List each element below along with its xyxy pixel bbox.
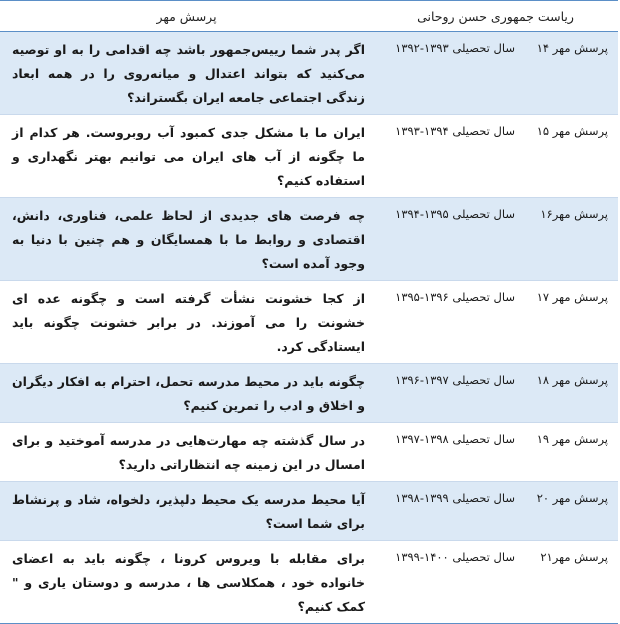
row-academic-year: سال تحصیلی ۱۳۹۸-۱۳۹۷ — [395, 432, 516, 446]
row-academic-year: سال تحصیلی ۱۳۹۹-۱۳۹۸ — [373, 482, 523, 541]
table-row — [0, 32, 618, 115]
row-question: آیا محیط مدرسه یک محیط دلپذیر، دلخواه، شاد و پرنشاط برای شما است؟ — [0, 482, 373, 541]
row-question: چگونه باید در محیط مدرسه تحمل، احترام به افکار دیگران و اخلاق و ادب را تمرین کنیم؟ — [0, 364, 373, 423]
table-row — [0, 541, 618, 624]
row-question: اگر پدر شما رییس‌جمهور باشد چه اقدامی را به او توصیه می‌کنید که بتواند اعتدال و میانه‌روی را در همه ابعاد زندگی اجتماعی جامعه ایران بگستراند؟ — [0, 32, 373, 115]
table-row — [0, 281, 618, 364]
table-body — [0, 32, 618, 624]
row-academic-year: سال تحصیلی ۱۳۹۵-۱۳۹۴ — [373, 198, 523, 281]
row-academic-year: سال تحصیلی ۱۳۹۷-۱۳۹۶ — [373, 364, 523, 423]
table-row — [0, 115, 618, 198]
header-row — [0, 1, 618, 32]
header-question: پرسش مهر — [0, 1, 373, 32]
header-presidency: ریاست جمهوری حسن روحانی — [373, 1, 618, 32]
row-label: پرسش مهر ۱۸ — [523, 364, 618, 423]
row-label: پرسش مهر۲۱ — [540, 550, 609, 564]
row-label: پرسش مهر ۲۰ — [523, 482, 618, 541]
row-academic-year: سال تحصیلی ۱۳۹۶-۱۳۹۵ — [395, 290, 516, 304]
table-row — [0, 482, 618, 541]
row-academic-year: سال تحصیلی ۱۳۹۳-۱۳۹۲ — [373, 32, 523, 115]
table-row — [0, 423, 618, 482]
row-academic-year: سال تحصیلی ۱۳۹۴-۱۳۹۳ — [395, 124, 516, 138]
row-label: پرسش مهر ۱۹ — [536, 432, 609, 446]
row-label: پرسش مهر ۱۴ — [523, 32, 618, 115]
table-header — [0, 1, 618, 32]
row-question: از کجا خشونت نشأت گرفته است و چگونه عده ای خشونت را می آموزند. در برابر خشونت چگونه باید ایستادگی کرد. — [12, 291, 365, 354]
row-question: ایران ما با مشکل جدی کمبود آب روبروست. هر کدام از ما چگونه از آب های ایران می توانیم بهتر نگهداری و استفاده کنیم؟ — [12, 125, 365, 188]
table-row — [0, 198, 618, 281]
row-question: برای مقابله با ویروس کرونا ، چگونه باید به اعضای خانواده خود ، همکلاسی ها ، مدرسه و دوستان یاری و " کمک کنیم؟ — [12, 551, 365, 614]
row-question: چه فرصت های جدیدی از لحاظ علمی، فناوری، دانش، اقتصادی و روابط ما با همسایگان و هم چنین با دنیا به وجود آمده است؟ — [0, 198, 373, 281]
table-row — [0, 364, 618, 423]
row-label: پرسش مهر ۱۵ — [536, 124, 609, 138]
row-academic-year: سال تحصیلی ۱۴۰۰-۱۳۹۹ — [395, 550, 516, 564]
row-label: پرسش مهر۱۶ — [523, 198, 618, 281]
row-question: در سال گذشته چه مهارت‌هایی در مدرسه آموختید و برای امسال در این زمینه چه انتظاراتی دارید؟ — [12, 433, 365, 472]
row-label: پرسش مهر ۱۷ — [536, 290, 609, 304]
